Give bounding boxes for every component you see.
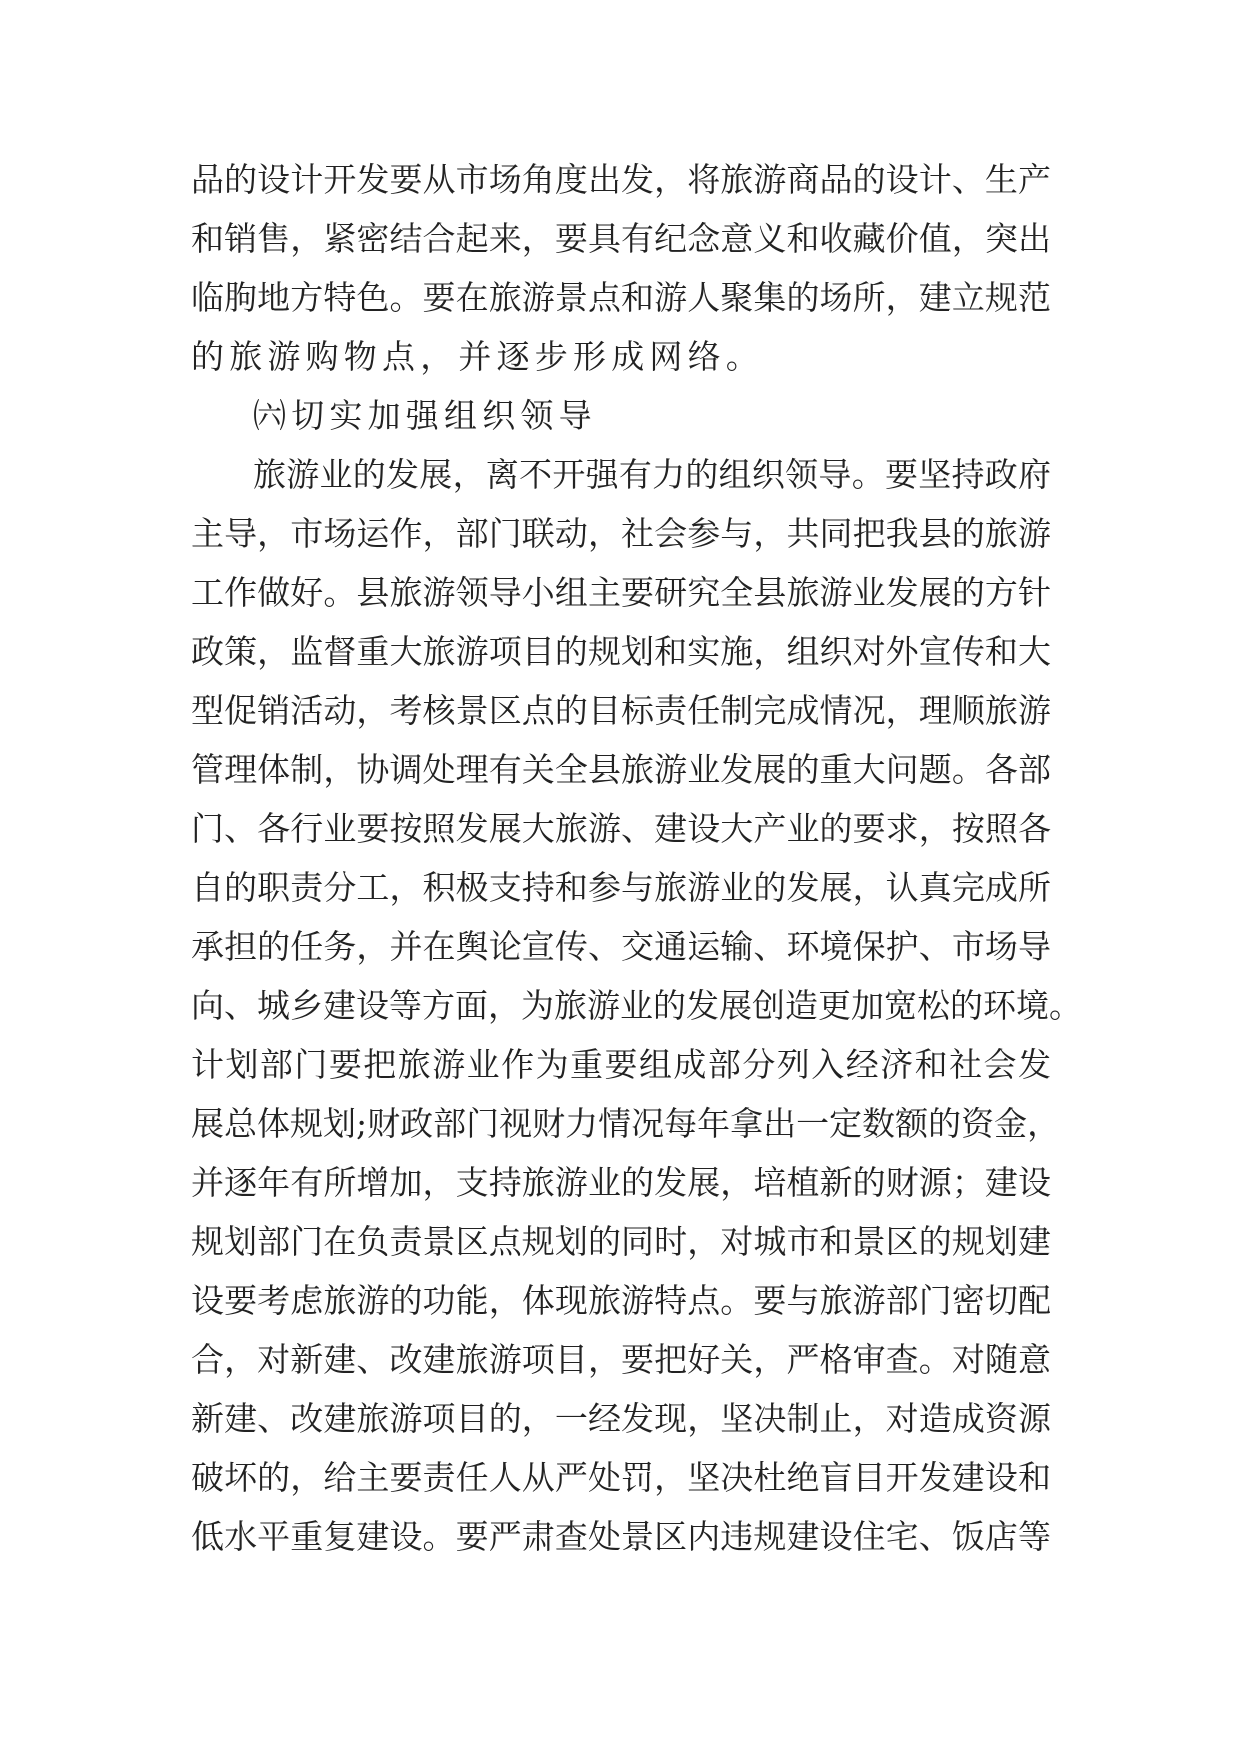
text-line: 并逐年有所增加，支持旅游业的发展，培植新的财源；建设 bbox=[191, 1163, 1051, 1202]
text-line: 向、城乡建设等方面，为旅游业的发展创造更加宽松的环境。 bbox=[191, 986, 1082, 1025]
text-line: 新建、改建旅游项目的，一经发现，坚决制止，对造成资源 bbox=[191, 1399, 1051, 1438]
text-line: 低水平重复建设。要严肃查处景区内违规建设住宅、饭店等 bbox=[191, 1517, 1051, 1556]
text-line: 自的职责分工，积极支持和参与旅游业的发展，认真完成所 bbox=[191, 868, 1051, 907]
text-line: 规划部门在负责景区点规划的同时，对城市和景区的规划建 bbox=[191, 1222, 1051, 1261]
text-line: 和销售，紧密结合起来，要具有纪念意义和收藏价值，突出 bbox=[191, 219, 1051, 258]
text-line: 破坏的，给主要责任人从严处罚，坚决杜绝盲目开发建设和 bbox=[191, 1458, 1051, 1497]
text-line: 政策，监督重大旅游项目的规划和实施，组织对外宣传和大 bbox=[191, 632, 1051, 671]
text-line: 临朐地方特色。要在旅游景点和游人聚集的场所，建立规范 bbox=[191, 278, 1051, 317]
text-line: 计划部门要把旅游业作为重要组成部分列入经济和社会发 bbox=[191, 1045, 1051, 1084]
text-line: 型促销活动，考核景区点的目标责任制完成情况，理顺旅游 bbox=[191, 691, 1051, 730]
text-line: 门、各行业要按照发展大旅游、建设大产业的要求，按照各 bbox=[191, 809, 1051, 848]
text-line: 品的设计开发要从市场角度出发，将旅游商品的设计、生产 bbox=[191, 160, 1051, 199]
text-line: 承担的任务，并在舆论宣传、交通运输、环境保护、市场导 bbox=[191, 927, 1051, 966]
text-line: 合，对新建、改建旅游项目，要把好关，严格审查。对随意 bbox=[191, 1340, 1051, 1379]
body-text bbox=[191, 150, 1082, 1566]
text-line: 主导，市场运作，部门联动，社会参与，共同把我县的旅游 bbox=[191, 514, 1051, 553]
text-line: 的旅游购物点，并逐步形成网络。 bbox=[191, 337, 764, 376]
section-heading: ㈥切实加强组织领导 bbox=[253, 396, 597, 435]
text-line: 展总体规划;财政部门视财力情况每年拿出一定数额的资金， bbox=[191, 1104, 1061, 1143]
text-line: 设要考虑旅游的功能，体现旅游特点。要与旅游部门密切配 bbox=[191, 1281, 1051, 1320]
text-line: 旅游业的发展，离不开强有力的组织领导。要坚持政府 bbox=[253, 455, 1051, 494]
text-line: 工作做好。县旅游领导小组主要研究全县旅游业发展的方针 bbox=[191, 573, 1051, 612]
text-line: 管理体制，协调处理有关全县旅游业发展的重大问题。各部 bbox=[191, 750, 1051, 789]
